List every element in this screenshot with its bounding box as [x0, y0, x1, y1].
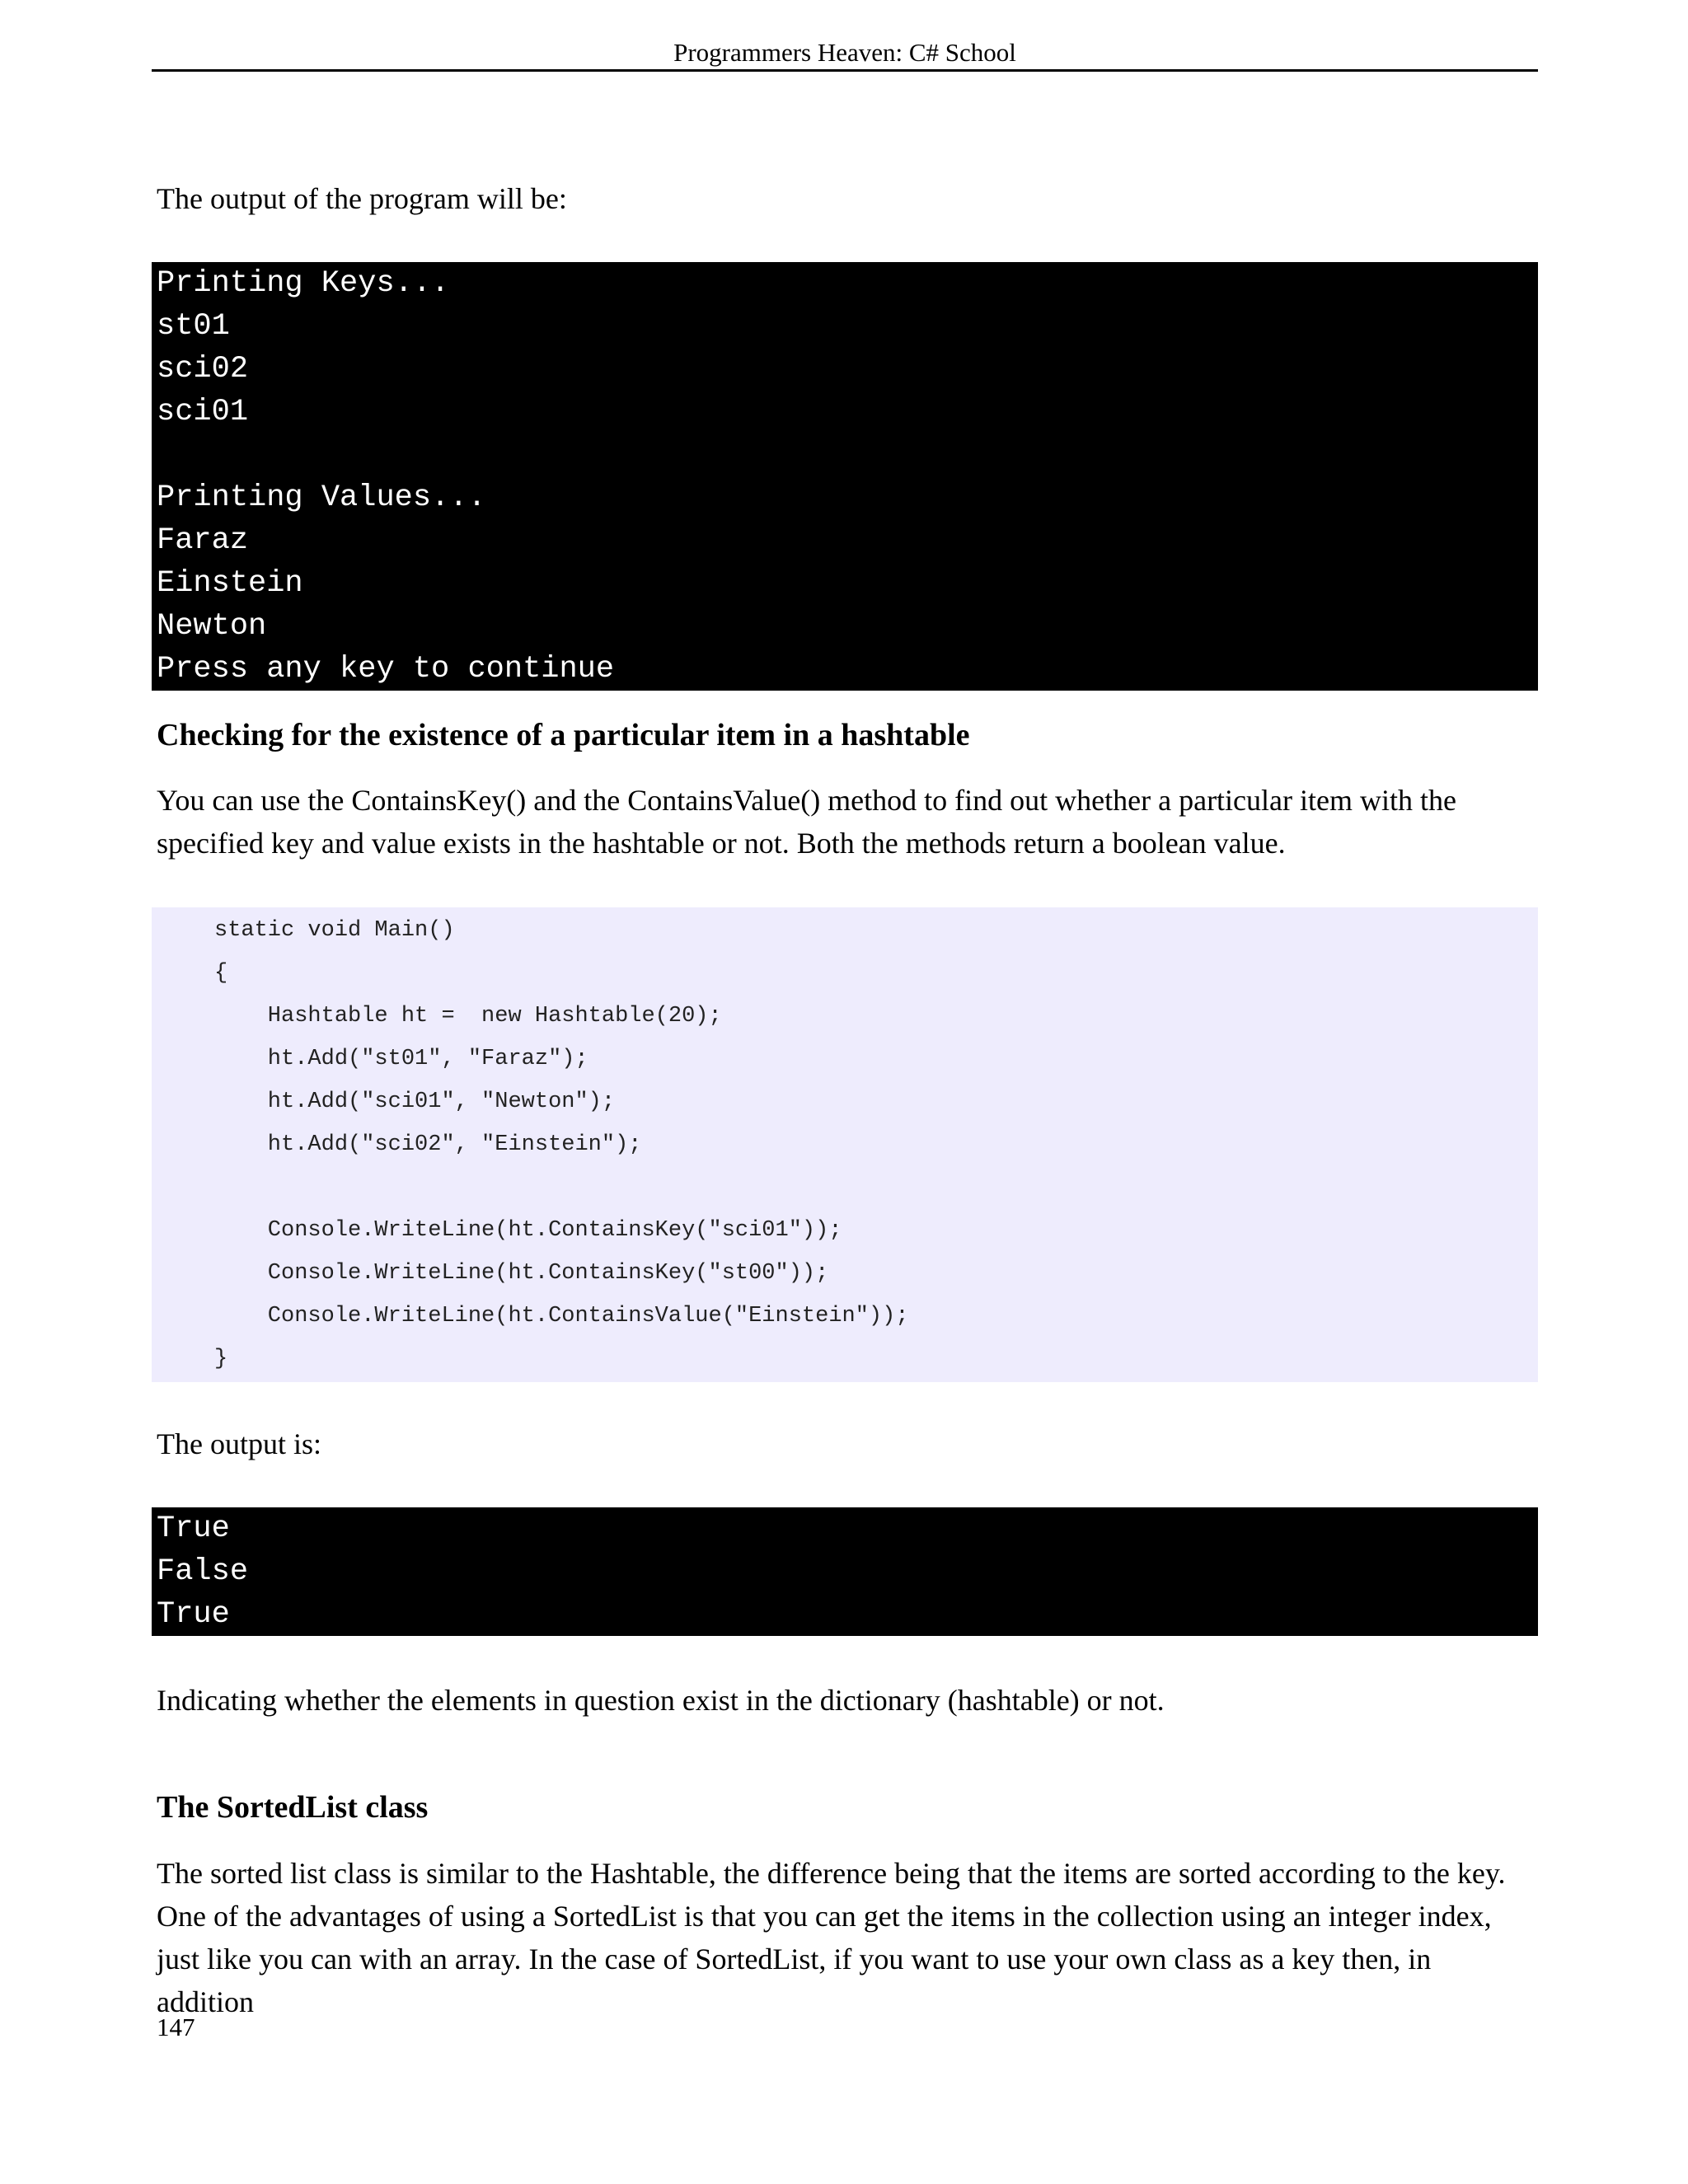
console-line: True [157, 1511, 230, 1546]
output-label: The output is: [157, 1427, 321, 1460]
console-line: Faraz [157, 523, 249, 558]
console-line: False [157, 1554, 249, 1589]
console-line: Newton [157, 609, 267, 644]
console-line [157, 434, 1538, 476]
code-line: Console.WriteLine(ht.ContainsValue("Einstein")); [214, 1304, 909, 1329]
code-block [152, 907, 1538, 1382]
console-line: True [157, 1597, 230, 1632]
code-line: { [214, 961, 228, 986]
console-line: sci02 [157, 352, 249, 387]
console-line: Printing Keys... [157, 266, 450, 301]
code-line: } [214, 1347, 228, 1371]
console-output-1 [152, 262, 1538, 691]
section-paragraph-line: You can use the ContainsKey() and the ContainsValue() method to find out whether a particular item with the [157, 784, 1456, 817]
console-line: Press any key to continue [157, 652, 615, 687]
code-line: Hashtable ht = new Hashtable(20); [214, 1004, 722, 1029]
code-line: Console.WriteLine(ht.ContainsKey("sci01")); [214, 1218, 842, 1243]
console-output-2 [152, 1507, 1538, 1636]
code-line [214, 1166, 1538, 1209]
console-line: st01 [157, 309, 230, 344]
code-line: ht.Add("sci02", "Einstein"); [214, 1132, 642, 1157]
section-paragraph-line: specified key and value exists in the hashtable or not. Both the methods return a boolean value. [157, 827, 1286, 860]
indicating-text: Indicating whether the elements in question exist in the dictionary (hashtable) or not. [157, 1684, 1165, 1717]
section-heading-sortedlist: The SortedList class [157, 1790, 429, 1825]
console-line: Printing Values... [157, 480, 486, 515]
code-line: Console.WriteLine(ht.ContainsKey("st00")); [214, 1261, 829, 1286]
console-line: sci01 [157, 395, 249, 429]
page-header: Programmers Heaven: C# School [152, 36, 1538, 72]
code-line: ht.Add("st01", "Faraz"); [214, 1047, 588, 1071]
page-number: 147 [157, 2013, 195, 2041]
console-line: Einstein [157, 566, 303, 601]
code-line: ht.Add("sci01", "Newton"); [214, 1090, 616, 1114]
section-paragraph-line: The sorted list class is similar to the Hashtable, the difference being that the items are sorted according to the key. [157, 1857, 1506, 1890]
section-heading-existence: Checking for the existence of a particular item in a hashtable [157, 718, 970, 752]
section-paragraph-line: One of the advantages of using a SortedList is that you can get the items in the collection using an integer index, [157, 1900, 1492, 1933]
section-paragraph-line: just like you can with an array. In the case of SortedList, if you want to use your own class as a key then, in addition [157, 1943, 1432, 2018]
code-line: static void Main() [214, 918, 455, 943]
intro-text: The output of the program will be: [157, 182, 567, 215]
